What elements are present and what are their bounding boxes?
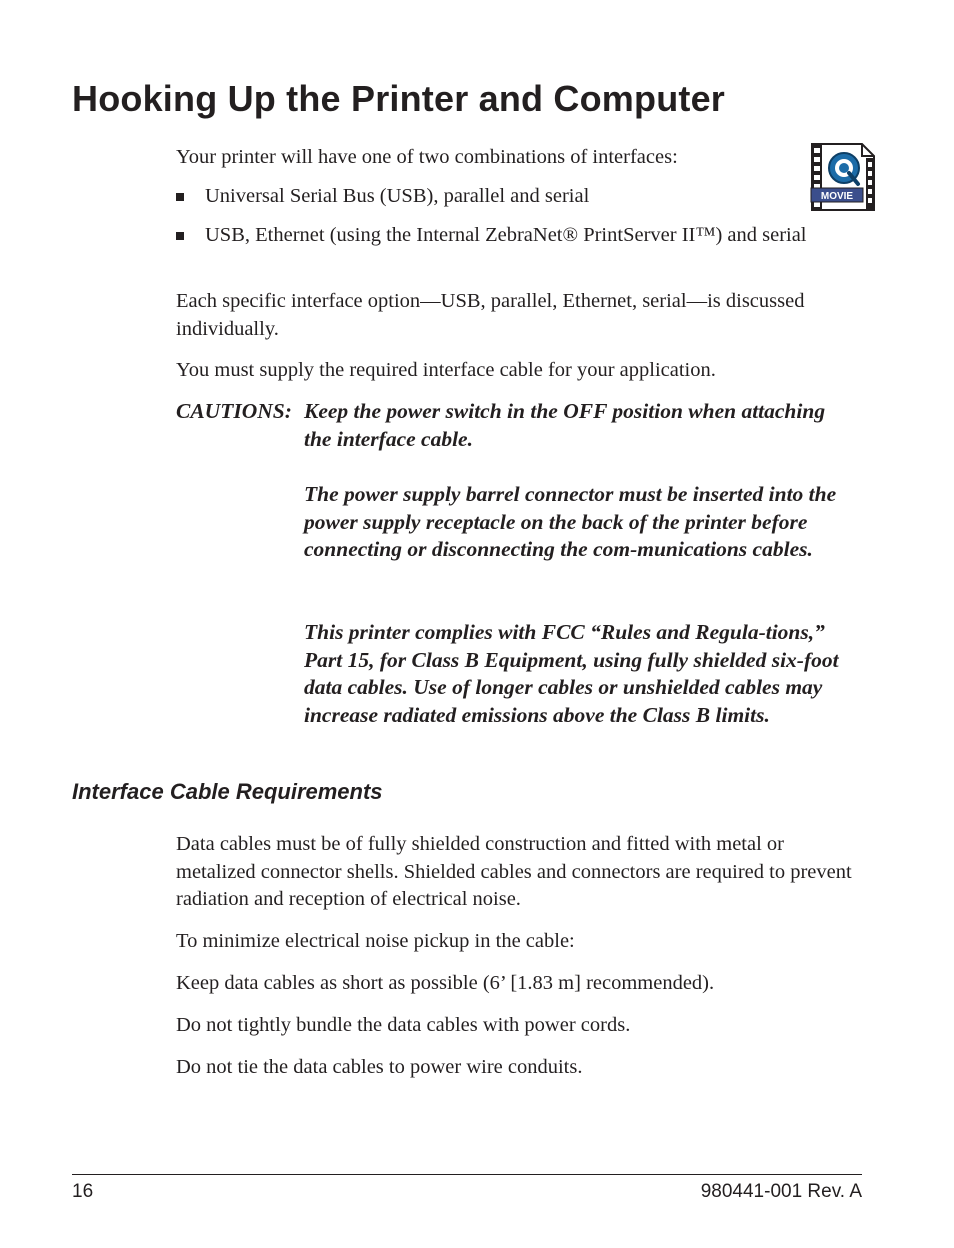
bullet-square-icon xyxy=(176,232,184,240)
caution-item: Keep the power switch in the OFF position when attaching the interface cable. xyxy=(304,399,826,451)
bullet-text: USB, Ethernet (using the Internal ZebraNet® PrintServer II™) and serial xyxy=(205,224,807,246)
footer-divider xyxy=(72,1174,862,1175)
bullet-text: Universal Serial Bus (USB), parallel and serial xyxy=(205,185,590,207)
movie-badge-label: MOVIE xyxy=(820,191,854,202)
intro-paragraph: Your printer will have one of two combinations of interfaces: xyxy=(176,146,678,168)
movie-film-icon xyxy=(808,142,878,212)
cautions-label: CAUTIONS: xyxy=(176,399,292,423)
section-paragraph: To minimize electrical noise pickup in the cable: xyxy=(176,930,575,952)
supply-paragraph: You must supply the required interface cable for your application. xyxy=(176,359,716,381)
options-paragraph: Each specific interface option—USB, parallel, Ethernet, serial—is discussed individually. xyxy=(176,290,805,340)
section-paragraph: Keep data cables as short as possible (6’ [1.83 m] recommended). xyxy=(176,972,715,994)
caution-item: The power supply barrel connector must be inserted into the power supply receptacle on the back of the printer before connecting or disconnecting the com-munications cables. xyxy=(304,482,837,561)
document-id: 980441-001 Rev. A xyxy=(700,1181,862,1202)
bullet-square-icon xyxy=(176,193,184,201)
section-paragraph: Do not tightly bundle the data cables with power cords. xyxy=(176,1014,631,1036)
section-paragraph: Data cables must be of fully shielded construction and fitted with metal or metalized connector shells. Shielded cables and connectors are required to prevent radiation and reception of electrical noise. xyxy=(176,833,852,910)
section-paragraph: Do not tie the data cables to power wire conduits. xyxy=(176,1056,583,1078)
page-title: Hooking Up the Printer and Computer xyxy=(72,78,726,119)
movie-icon[interactable] xyxy=(808,142,878,212)
section-heading: Interface Cable Requirements xyxy=(72,779,383,804)
caution-item: This printer complies with FCC “Rules and Regula-tions,” Part 15, for Class B Equipment, using fully shielded six-foot data cables. Use of longer cables or unshielded cables may increase radiated emissions above the Class B limits. xyxy=(304,620,839,727)
page-number: 16 xyxy=(72,1181,94,1202)
